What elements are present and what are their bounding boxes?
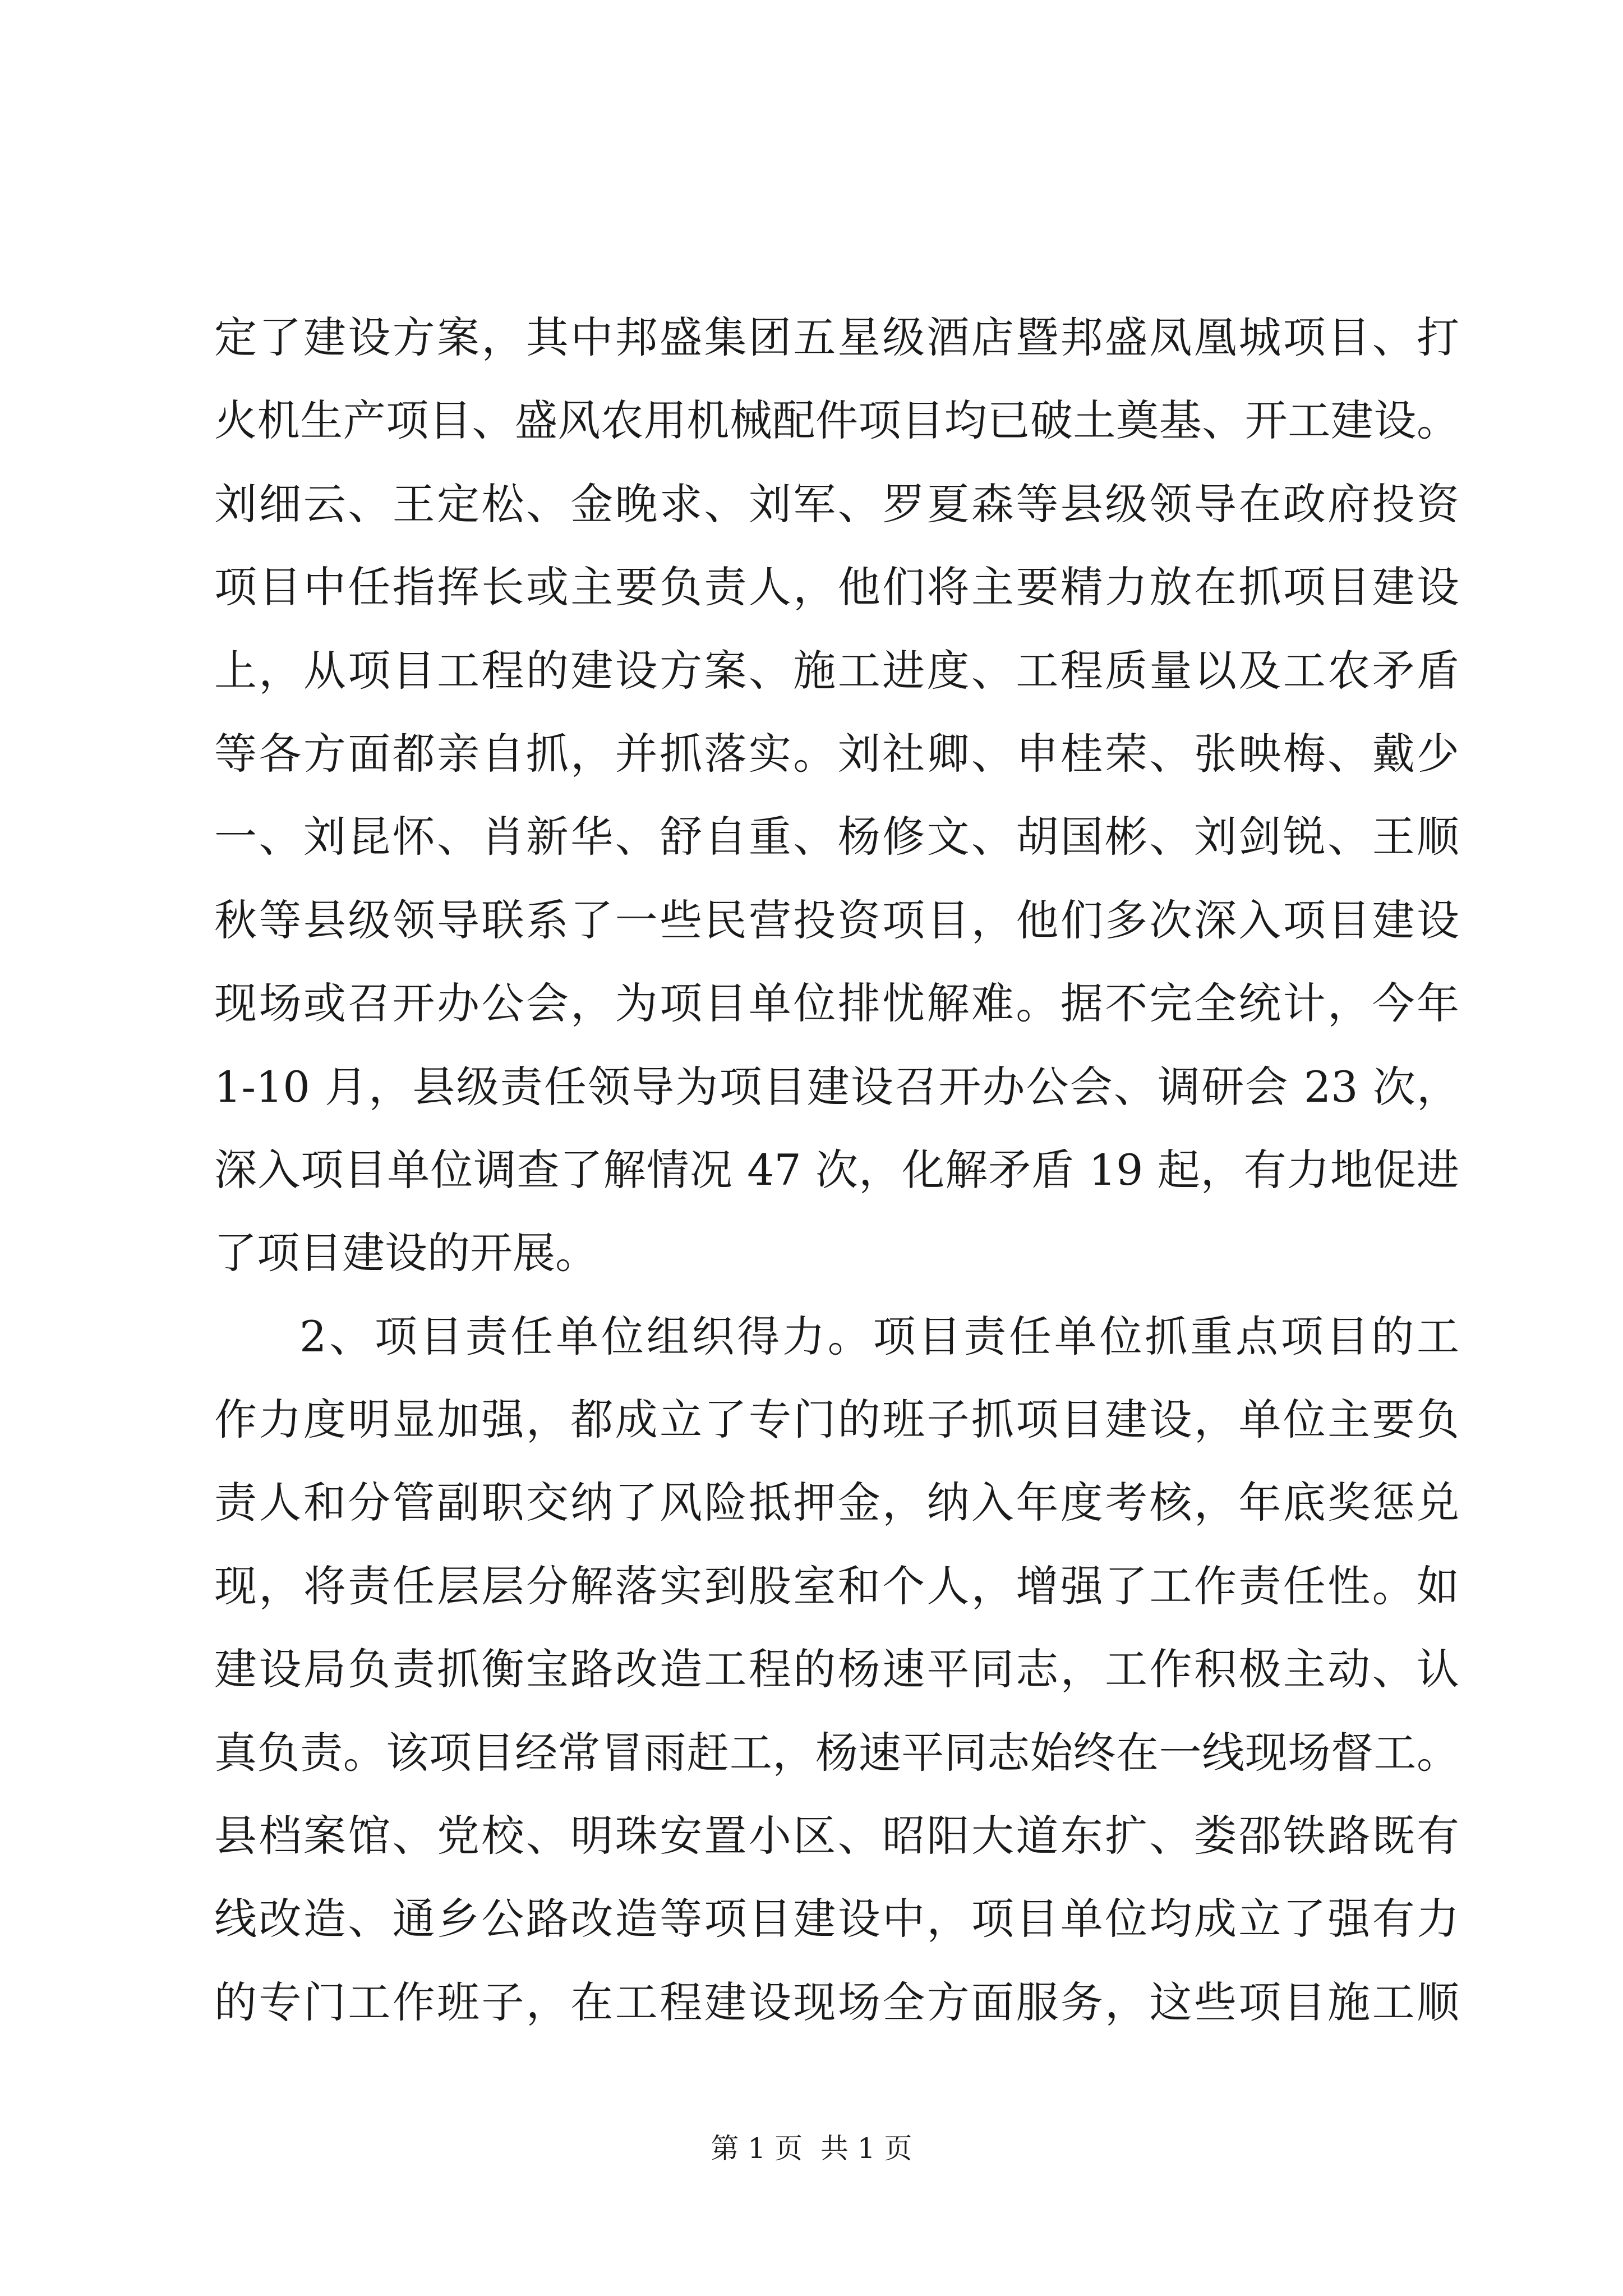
- text-line: 刘细云、王定松、金晚求、刘军、罗夏森等县级领导在政府投资: [214, 478, 1459, 529]
- text-line: 项目中任指挥长或主要负责人，他们将主要精力放在抓项目建设: [214, 562, 1459, 613]
- text-line: 建设局负责抓衡宝路改造工程的杨速平同志，工作积极主动、认: [214, 1644, 1459, 1695]
- text-line: 线改造、通乡公路改造等项目建设中，项目单位均成立了强有力: [214, 1894, 1459, 1944]
- text-line: 真负责。该项目经常冒雨赶工，杨速平同志始终在一线现场督工。: [214, 1727, 1459, 1778]
- text-line: 2、项目责任单位组织得力。项目责任单位抓重点项目的工: [299, 1311, 1459, 1361]
- document-body: [214, 296, 1459, 2044]
- text-line: 定了建设方案，其中邦盛集团五星级酒店暨邦盛凤凰城项目、打: [214, 312, 1459, 362]
- text-line: 责人和分管副职交纳了风险抵押金，纳入年度考核，年底奖惩兑: [214, 1478, 1459, 1528]
- text-line: 1-10 月，县级责任领导为项目建设召开办公会、调研会 23 次，: [214, 1061, 1459, 1112]
- text-line: 县档案馆、党校、明珠安置小区、昭阳大道东扩、娄邵铁路既有: [214, 1811, 1459, 1861]
- text-line: 秋等县级领导联系了一些民营投资项目，他们多次深入项目建设: [214, 895, 1459, 945]
- text-line: 现场或召开办公会，为项目单位排忧解难。据不完全统计，今年: [214, 978, 1459, 1029]
- text-line: 了项目建设的开展。: [214, 1228, 598, 1278]
- text-line: 现，将责任层层分解落实到股室和个人，增强了工作责任性。如: [214, 1561, 1459, 1611]
- text-line: 火机生产项目、盛风农用机械配件项目均已破土奠基、开工建设。: [214, 395, 1459, 446]
- text-line: 深入项目单位调查了解情况 47 次，化解矛盾 19 起，有力地促进: [214, 1144, 1459, 1195]
- text-line: 的专门工作班子，在工程建设现场全方面服务，这些项目施工顺: [214, 1977, 1459, 2027]
- text-line: 等各方面都亲自抓，并抓落实。刘社卿、申桂荣、张映梅、戴少: [214, 728, 1459, 779]
- page-footer: 第 1 页 共 1 页: [711, 2132, 912, 2165]
- text-line: 上，从项目工程的建设方案、施工进度、工程质量以及工农矛盾: [214, 645, 1459, 696]
- text-line: 作力度明显加强，都成立了专门的班子抓项目建设，单位主要负: [214, 1395, 1459, 1445]
- text-line: 一、刘昆怀、肖新华、舒自重、杨修文、胡国彬、刘剑锐、王顺: [214, 812, 1459, 862]
